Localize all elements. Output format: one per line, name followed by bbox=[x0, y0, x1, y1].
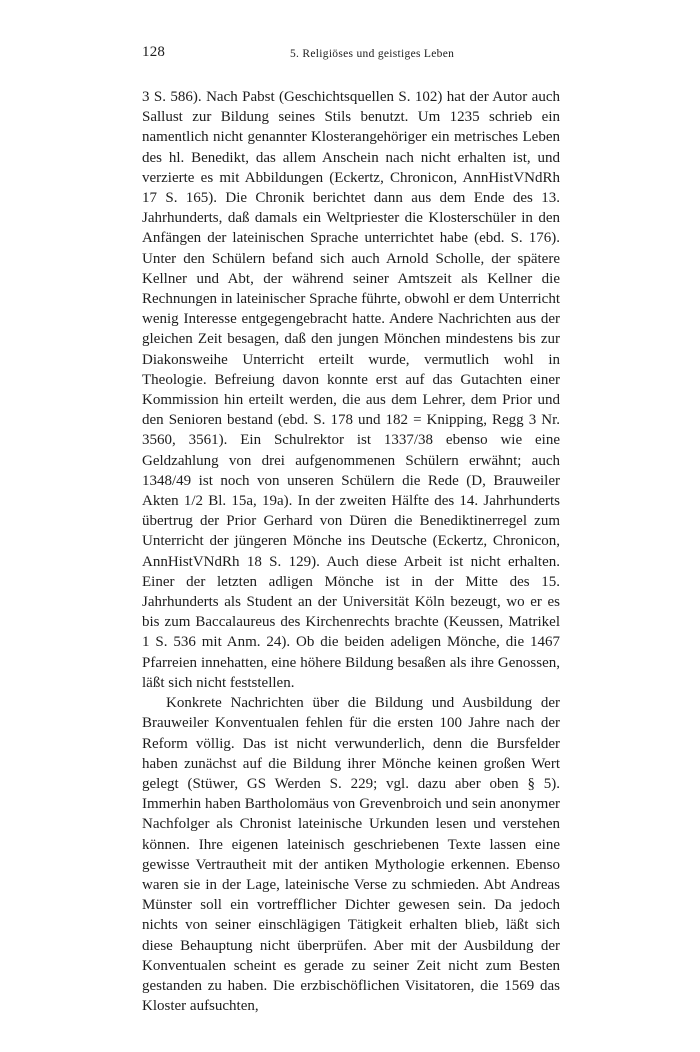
page-number: 128 bbox=[142, 44, 166, 60]
running-head: 5. Religiöses und geistiges Leben bbox=[290, 48, 455, 60]
body-text bbox=[142, 87, 560, 1016]
paragraph-2: Konkrete Nachrichten über die Bildung und Ausbildung der Brauweiler Konventualen fehlen für die ersten 100 Jahre nach der Reform völlig. Das ist nicht verwunderlich, denn die Bursfelder haben zunächst auf die Bildung ihrer Mönche keinen großen Wert gelegt (Stüwer, GS Werden S. 229; vgl. dazu aber oben § 5). Immerhin haben Bartholomäus von Grevenbroich und sein anonymer Nachfolger als Chronist lateinische Urkunden lesen und verstehen können. Ihre eigenen lateinisch geschriebenen Texte lassen eine gewisse Vertrautheit mit der antiken Mythologie erkennen. Ebenso waren sie in der Lage, lateinische Verse zu schmieden. Abt Andreas Münster soll ein vortrefflicher Dichter gewesen sein. Da jedoch nichts von seiner einschlägigen Tätigkeit erhalten blieb, läßt sich diese Behauptung nicht überprüfen. Aber mit der Ausbildung der Konventualen scheint es gerade zu seiner Zeit nicht zum Besten gestanden zu haben. Die erzbischöflichen Visitatoren, die 1569 das Kloster aufsuchten, bbox=[142, 695, 560, 1015]
paragraph-1: 3 S. 586). Nach Pabst (Geschichtsquellen S. 102) hat der Autor auch Sallust zur Bildung seines Stils benutzt. Um 1235 schrieb ein namentlich nicht genannter Klosterangehöriger ein metrisches Leben des hl. Benedikt, das allem Anschein nach nicht erhalten ist, und verzierte es mit Abbildungen (Eckertz, Chronicon, AnnHistVNdRh 17 S. 165). Die Chronik berichtet dann aus dem Ende des 13. Jahrhunderts, daß damals ein Weltpriester die Klosterschüler in den Anfängen der lateinischen Sprache unterrichtet habe (ebd. S. 176). Unter den Schülern befand sich auch Arnold Scholle, der spätere Kellner und Abt, der während seiner Amtszeit als Kellner die Rechnungen in lateinischer Sprache führte, obwohl er dem Unterricht wenig Interesse entgegengebracht hatte. Andere Nachrichten aus der gleichen Zeit besagen, daß den jungen Mönchen mindestens bis zur Diakonsweihe Unterricht erteilt wurde, vermutlich wohl in Theologie. Befreiung davon konnte erst auf das Gutachten einer Kommission hin erteilt werden, die aus dem Lehrer, dem Prior und den Senioren bestand (ebd. S. 178 und 182 = Knipping, Regg 3 Nr. 3560, 3561). Ein Schulrektor ist 1337/38 ebenso wie eine Geldzahlung von drei aufgenommenen Schülern erwähnt; auch 1348/49 ist noch von unseren Schülern die Rede (D, Brauweiler Akten 1/2 Bl. 15a, 19a). In der zweiten Hälfte des 14. Jahrhunderts übertrug der Prior Gerhard von Düren die Benediktinerregel zum Unterricht der jüngeren Mönche ins Deutsche (Eckertz, Chronicon, AnnHistVNdRh 18 S. 129). Auch diese Arbeit ist nicht erhalten. Einer der letzten adligen Mönche ist in der Mitte des 15. Jahrhunderts als Student an der Universität Köln bezeugt, wo er es bis zum Baccalaureus des Kirchenrechts brachte (Keussen, Matrikel 1 S. 536 mit Anm. 24). Ob die beiden adeligen Mönche, die 1467 Pfarreien innehatten, eine höhere Bildung besaßen als ihre Genossen, läßt sich nicht feststellen. bbox=[142, 89, 560, 691]
